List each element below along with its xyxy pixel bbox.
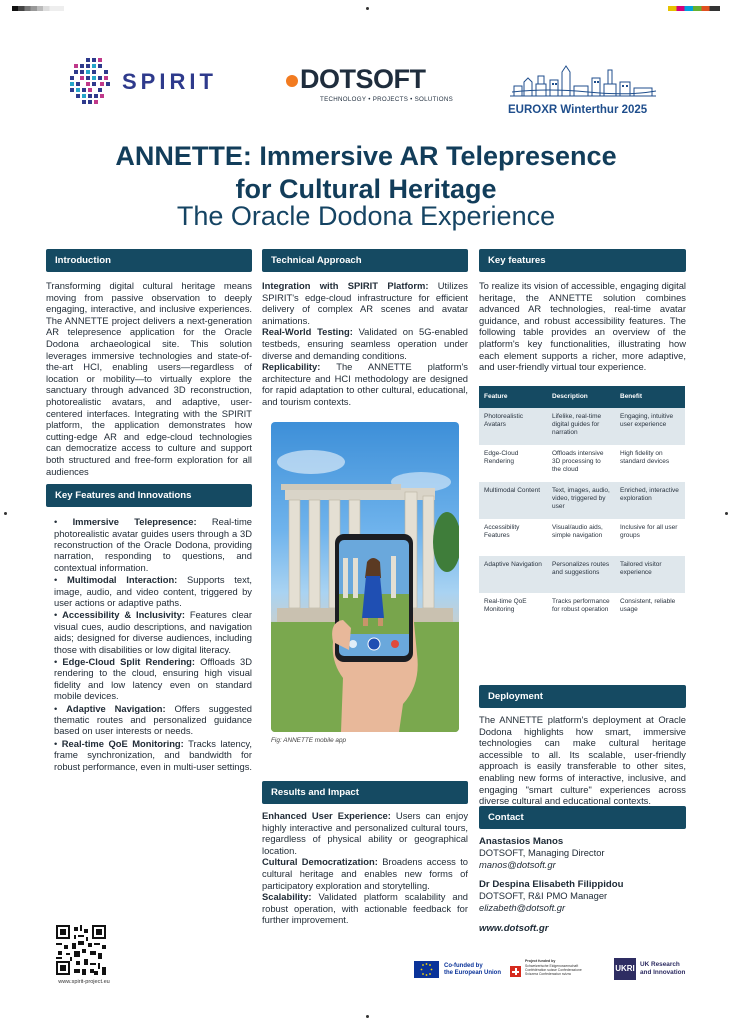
ukri-logo-icon: UKRI — [614, 958, 636, 980]
contact-role: DOTSOFT, R&I PMO Manager — [479, 890, 608, 902]
eu-flag-icon — [414, 961, 439, 978]
contact-role: DOTSOFT, Managing Director — [479, 847, 605, 858]
poster-title — [0, 140, 732, 206]
title-line-2: for Cultural Heritage — [235, 174, 497, 204]
logo-row — [0, 50, 732, 120]
deployment-text: The ANNETTE platform's deployment at Oracle Dodona highlights how smart, immersive technologies can make cultural heritage accessible to all. Its scalable, user-friendly approach is easily transferable to other sites, enabling new forms of interactive, inclusive, and engaging "smart culture" experiences across diverse cultural and educational contexts. — [479, 714, 686, 807]
ukri-badge — [614, 958, 685, 980]
swiss-flag-icon — [510, 966, 521, 977]
introduction-heading: Introduction — [46, 249, 252, 272]
deployment-heading: Deployment — [479, 685, 686, 708]
website-link[interactable]: www.dotsoft.gr — [479, 923, 549, 935]
column-middle — [262, 249, 469, 926]
table-cell: Accessibility Features — [479, 519, 547, 556]
swiss-funding-badge — [510, 959, 593, 977]
column-right — [479, 249, 686, 935]
results-impact-body — [262, 810, 468, 926]
dotsoft-logo — [286, 64, 453, 103]
list-item: • Real-time QoE Monitoring: Tracks latency, frame synchronization, and bandwidth for robust performance, even in multi-user settings. — [54, 737, 253, 772]
table-cell: Edge-Cloud Rendering — [479, 445, 547, 482]
contact-name: Dr Despina Elisabeth Filippidou — [479, 879, 624, 891]
table-row — [479, 408, 685, 445]
list-item: • Adaptive Navigation: Offers suggested thematic routes and personalized guidance based on user interests or needs. — [54, 702, 252, 737]
dotsoft-wordmark: DOTSOFT — [300, 64, 426, 94]
poster-subtitle: The Oracle Dodona Experience — [176, 201, 556, 231]
crop-mark — [366, 1015, 369, 1018]
technical-approach-body — [262, 280, 468, 408]
list-item: • Immersive Telepresence: Real-time photorealistic avatar guides users through a 3D reconstruction of the Oracle Dodona, providing narration, responding to questions, and contextual information. — [54, 516, 252, 573]
swiss-text: Schweizerische Eidgenossenschaft Confédération suisse Confederazione Svizzera Confederaziun svizra — [525, 964, 582, 976]
contact-heading: Contact — [479, 806, 686, 829]
crop-mark — [4, 512, 7, 515]
table-row — [479, 445, 685, 482]
table-cell: Visual/audio aids, simple navigation — [547, 519, 615, 556]
eu-line-2: the European Union — [444, 969, 501, 976]
table-cell: High fidelity on standard devices — [615, 445, 685, 482]
spirit-mark-icon — [68, 56, 114, 108]
swiss-head: Project funded by — [525, 959, 556, 963]
list-item: • Accessibility & Inclusivity: Features clear visual cues, audio descriptions, and navigation aids; designed for diverse audiences, including those with disabilities or low digital literacy. — [54, 609, 253, 655]
key-features-text: To realize its vision of accessible, engaging digital heritage, the ANNETTE solution combines advanced AR technologies, real-time avatar guidance, and robust accessibility features. The following table provides an overview of the platform's key functionalities, illustrating how each element supports a richer, more adaptive, and user-friendly virtual tour experience. — [479, 280, 686, 373]
table-cell: Inclusive for all user groups — [615, 519, 685, 556]
table-cell: Multimodal Content — [479, 482, 547, 519]
paragraph: Cultural Democratization: Broadens access to cultural heritage and enables new forms of participatory exploration and storytelling. — [262, 856, 469, 891]
dotsoft-tagline: TECHNOLOGY • PROJECTS • SOLUTIONS — [320, 96, 454, 103]
temple-scene-illustration — [271, 422, 459, 732]
table-cell: Engaging, intuitive user experience — [615, 408, 685, 445]
table-cell: Personalizes routes and suggestions — [547, 556, 615, 593]
qr-url: www.spirit-project.eu — [58, 979, 110, 985]
paragraph: Replicability: The ANNETTE platform's architecture and HCI methodology are designed for rapid adaptation to other cultural, educational, and tourism contexts. — [262, 361, 468, 407]
ukri-line-1: UK Research — [640, 961, 680, 968]
table-row — [479, 556, 685, 593]
dotsoft-dot-icon — [286, 75, 298, 87]
spirit-wordmark: SPIRIT — [122, 69, 217, 94]
print-color-bar-left — [12, 6, 64, 11]
print-color-bar-right — [668, 6, 720, 11]
column-left — [46, 249, 252, 773]
table-row — [479, 593, 685, 630]
results-impact-heading: Results and Impact — [262, 781, 468, 804]
crop-mark — [366, 7, 369, 10]
table-cell: Tracks performance for robust operation — [547, 593, 615, 630]
table-cell: Real-time QoE Monitoring — [479, 593, 547, 630]
euroxr-wordmark: EUROXR Winterthur 2025 — [508, 104, 648, 116]
contact-name: Anastasios Manos — [479, 836, 564, 847]
table-cell: Offloads intensive 3D processing to the cloud — [547, 445, 615, 482]
figure-caption: Fig: ANNETTE mobile app — [271, 736, 347, 744]
table-cell: Adaptive Navigation — [479, 556, 547, 593]
table-row — [479, 519, 685, 556]
table-row — [479, 482, 685, 519]
contact-block — [479, 836, 686, 934]
contact-email[interactable]: manos@dotsoft.gr — [479, 858, 556, 870]
title-line-1: ANNETTE: Immersive AR Telepresence — [115, 141, 617, 171]
eu-cofunded-badge — [414, 961, 501, 978]
crop-mark — [725, 512, 728, 515]
paragraph: Enhanced User Experience: Users can enjoy highly interactive and personalized cultural tours, regardless of physical ability or geographical location. — [262, 810, 469, 856]
euroxr-logo — [508, 64, 668, 116]
ar-app-photo — [271, 422, 459, 732]
table-header-row — [479, 386, 685, 408]
contact-email[interactable]: elizabeth@dotsoft.gr — [479, 901, 566, 913]
ukri-line-2: and Innovation — [640, 969, 686, 976]
table-cell: Lifelike, real-time digital guides for narration — [547, 408, 615, 445]
features-table — [479, 386, 685, 630]
paragraph: Real-World Testing: Validated on 5G-enabled testbeds, ensuring seamless operation under diverse and demanding conditions. — [262, 326, 468, 361]
list-item: • Multimodal Interaction: Supports text, image, audio, and video content, triggered by user actions or adaptive paths. — [54, 574, 253, 608]
table-cell: Consistent, reliable usage — [615, 593, 685, 630]
qr-code-icon[interactable] — [56, 925, 106, 975]
table-header: Feature — [479, 386, 547, 408]
table-cell: Tailored visitor experience — [615, 556, 685, 593]
table-cell: Text, images, audio, video, triggered by user — [547, 482, 615, 519]
technical-approach-heading: Technical Approach — [262, 249, 468, 272]
table-header: Description — [547, 386, 615, 408]
key-features-heading: Key features — [479, 249, 686, 272]
table-cell: Enriched, interactive exploration — [615, 482, 685, 519]
key-features-innovations-heading: Key Features and Innovations — [46, 484, 252, 507]
paragraph: Integration with SPIRIT Platform: Utilizes SPIRIT's edge-cloud infrastructure for efficient delivery of complex AR scenes and avatar animations. — [262, 280, 468, 326]
introduction-text: Transforming digital cultural heritage means moving from passive observation to deeply engaging, interactive, and inclusive experiences. The ANNETTE project delivers a next-generation AR telepresence application for the Oracle Dodona archaeological site. This solution leverages immersive technologies and state-of-the-art HCI, enabling users—regardless of location or mobility—to virtually explore the sanctuary through advanced 3D reconstruction, photorealistic avatars, and adaptive, user-centered interfaces. Integrating with the SPIRIT platform, the application demonstrates how cutting-edge AR and edge-cloud technologies can democratize access to culture and support both structured and free-form exploration for all audiences — [46, 280, 252, 477]
city-skyline-icon — [508, 64, 658, 98]
table-cell: Photorealistic Avatars — [479, 408, 547, 445]
table-header: Benefit — [615, 386, 685, 408]
key-features-innovations-list — [46, 516, 252, 772]
list-item: • Edge-Cloud Split Rendering: Offloads 3D rendering to the cloud, ensuring high visual fidelity and low latency even on standard mobile devices. — [54, 655, 252, 702]
spirit-logo — [68, 56, 217, 108]
paragraph: Scalability: Validated platform scalability and robust operation, with actionable feedback for further improvement. — [262, 891, 469, 926]
eu-line-1: Co-funded by — [444, 962, 483, 969]
